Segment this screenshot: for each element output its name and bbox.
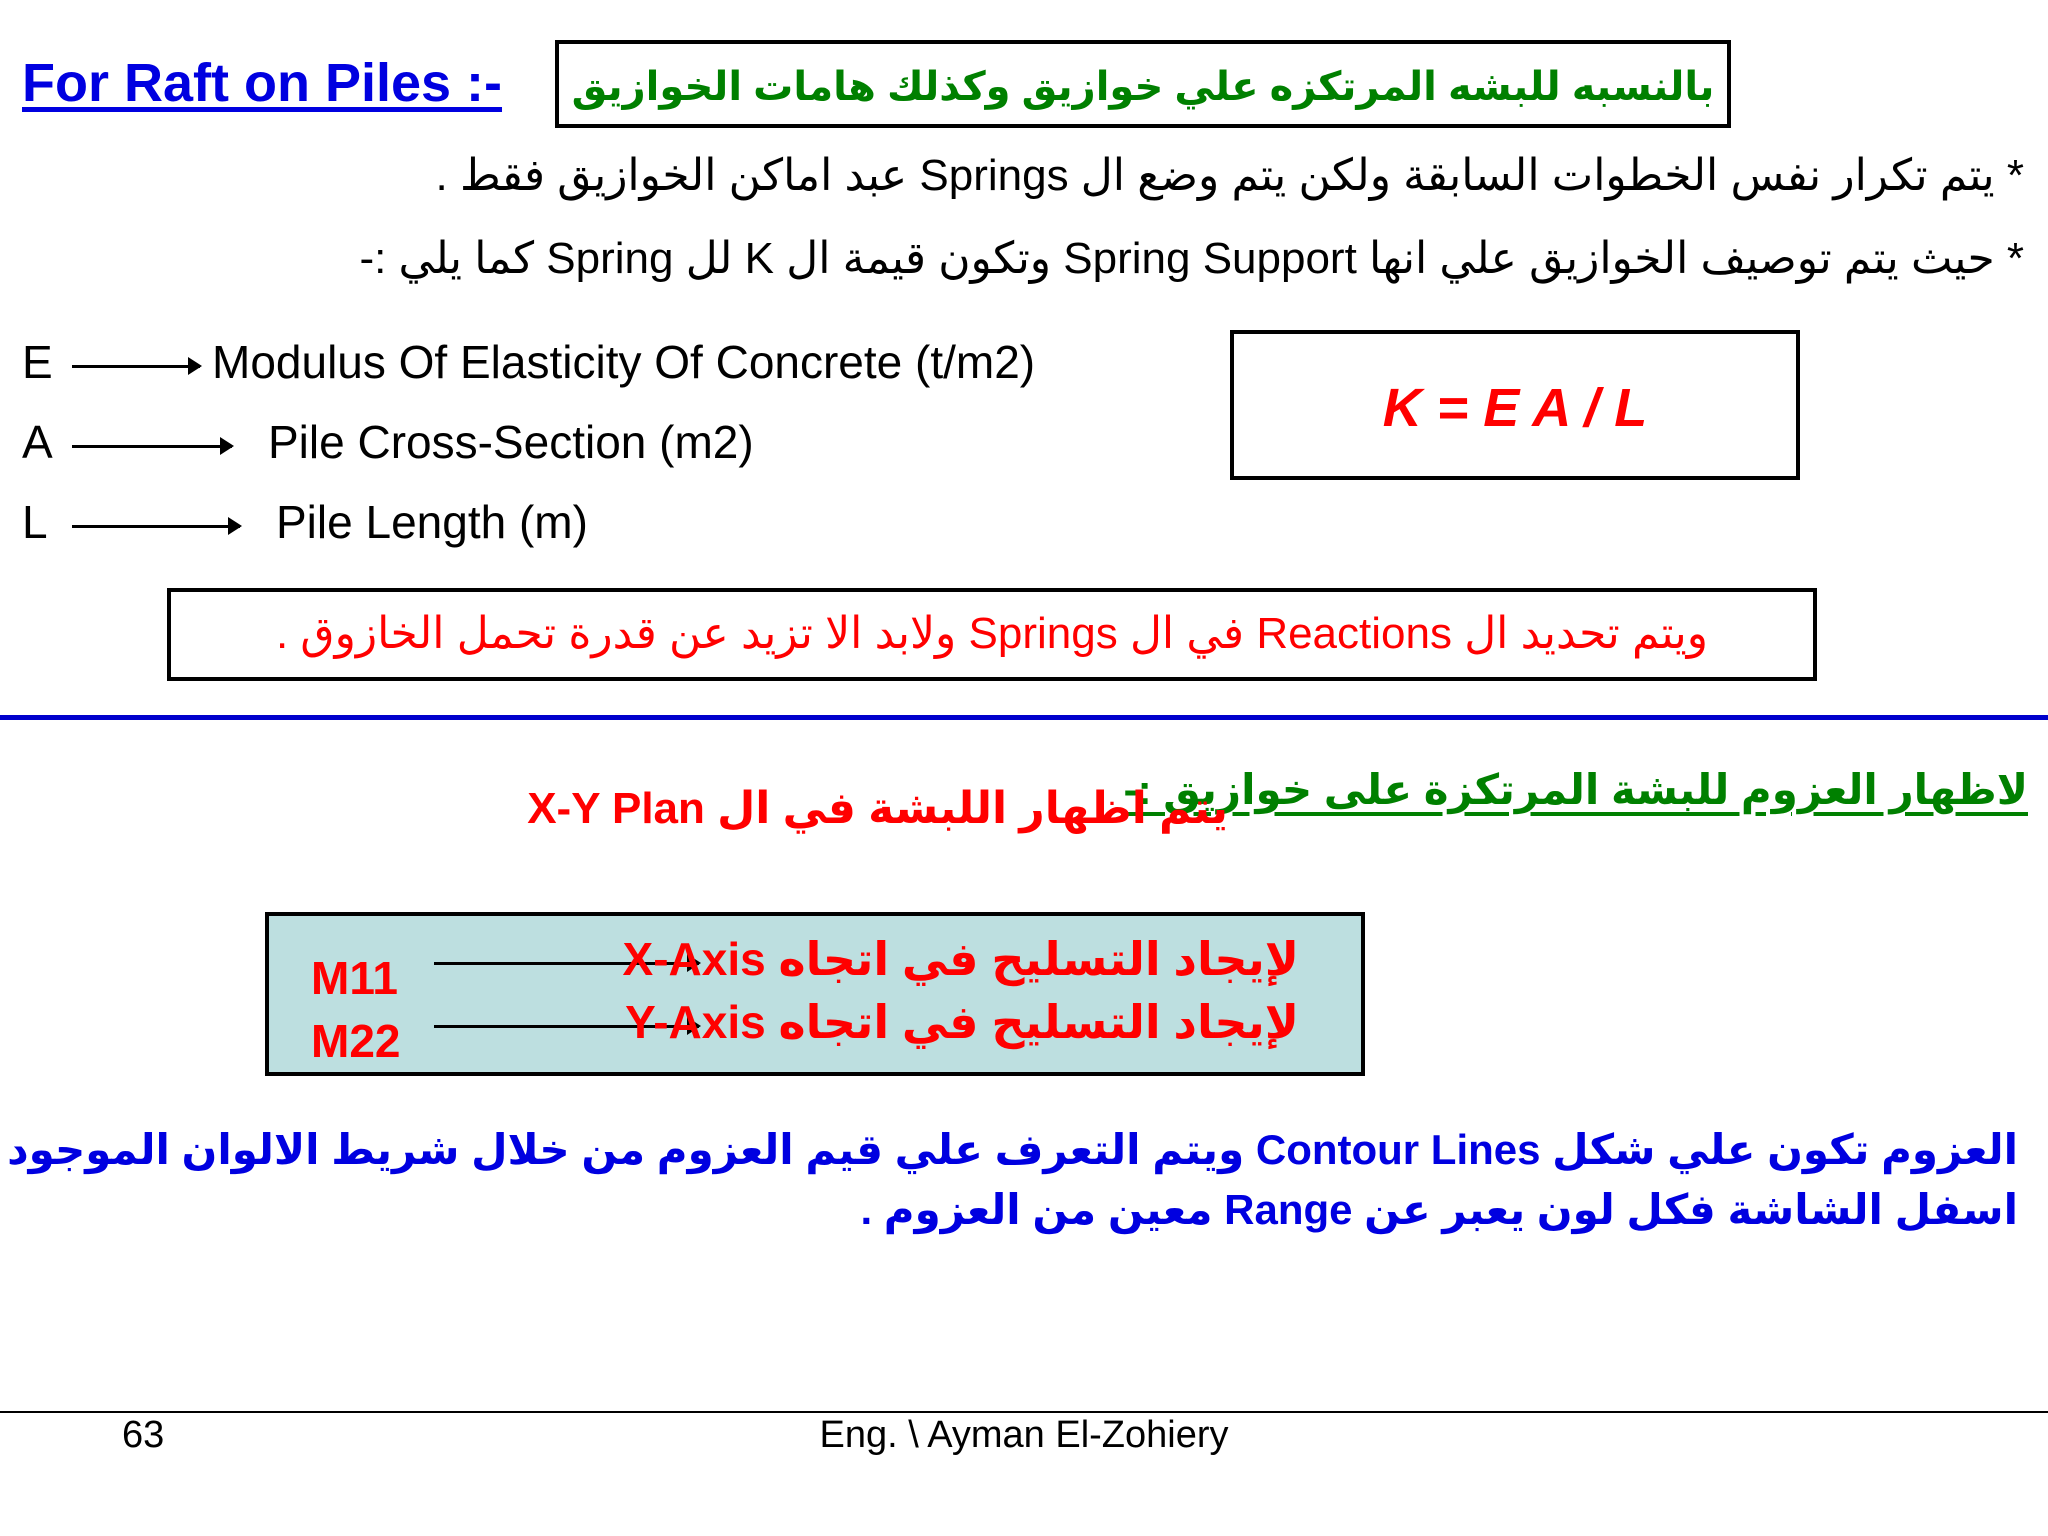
section-divider: [0, 715, 2048, 720]
definition-text-a: Pile Cross-Section (m2): [268, 416, 754, 468]
header-box: [555, 40, 1731, 128]
footer-author: Eng. \ Ayman El-Zohiery: [819, 1414, 1229, 1456]
contour-note-line-1: العزوم تكون علي شكل Contour Lines ويتم التعرف علي قيم العزوم من خلال شريط الالوان الموجود: [7, 1126, 2018, 1173]
header-box-text: بالنسبه للبشه المرتكزه علي خوازيق وكذلك هامات الخوازيق: [571, 65, 1715, 109]
definition-symbol-a: A: [22, 416, 53, 468]
contour-note-line-2: اسفل الشاشة فكل لون يعبر عن Range معين من العزوم .: [860, 1186, 2018, 1233]
formula-box: [1230, 330, 1800, 480]
definition-text-e: Modulus Of Elasticity Of Concrete (t/m2): [212, 336, 1036, 388]
bullet-2: * حيث يتم توصيف الخوازيق علي انها Spring Support وتكون قيمة ال K لل Spring كما يلي :-: [359, 234, 2024, 283]
definition-text-l: Pile Length (m): [276, 496, 588, 548]
arrow-icon: [72, 525, 240, 528]
moment-axis-y: لإيجاد التسليح في اتجاه Y-Axis: [625, 996, 1299, 1048]
reactions-note-text: ويتم تحديد ال Reactions في ال Springs ولابد الا تزيد عن قدرة تحمل الخازوق .: [275, 609, 1708, 658]
formula-text: K = E A / L: [1382, 378, 1648, 438]
page-number: 63: [122, 1414, 165, 1456]
moment-axis-x: لإيجاد التسليح في اتجاه X-Axis: [622, 933, 1299, 985]
section2-plan-note: يتم اظهار اللبشة في ال X-Y Plan: [527, 784, 1228, 833]
moment-label-m11: M11: [311, 952, 398, 1004]
definition-symbol-e: E: [22, 336, 53, 388]
footer-divider: [0, 1411, 2048, 1413]
moment-label-m22: M22: [311, 1015, 401, 1067]
arrow-icon: [72, 365, 200, 368]
page-title: For Raft on Piles :-: [22, 53, 503, 113]
reactions-note-box: [167, 588, 1817, 681]
moments-box: [265, 912, 1365, 1076]
section2-heading: لاظهار العزوم للبشة المرتكزة على خوازيق :-: [1123, 766, 2028, 813]
arrow-icon: [72, 445, 232, 448]
bullet-1: * يتم تكرار نفس الخطوات السابقة ولكن يتم وضع ال Springs عبد اماكن الخوازيق فقط .: [435, 151, 2024, 200]
definition-symbol-l: L: [22, 496, 48, 548]
